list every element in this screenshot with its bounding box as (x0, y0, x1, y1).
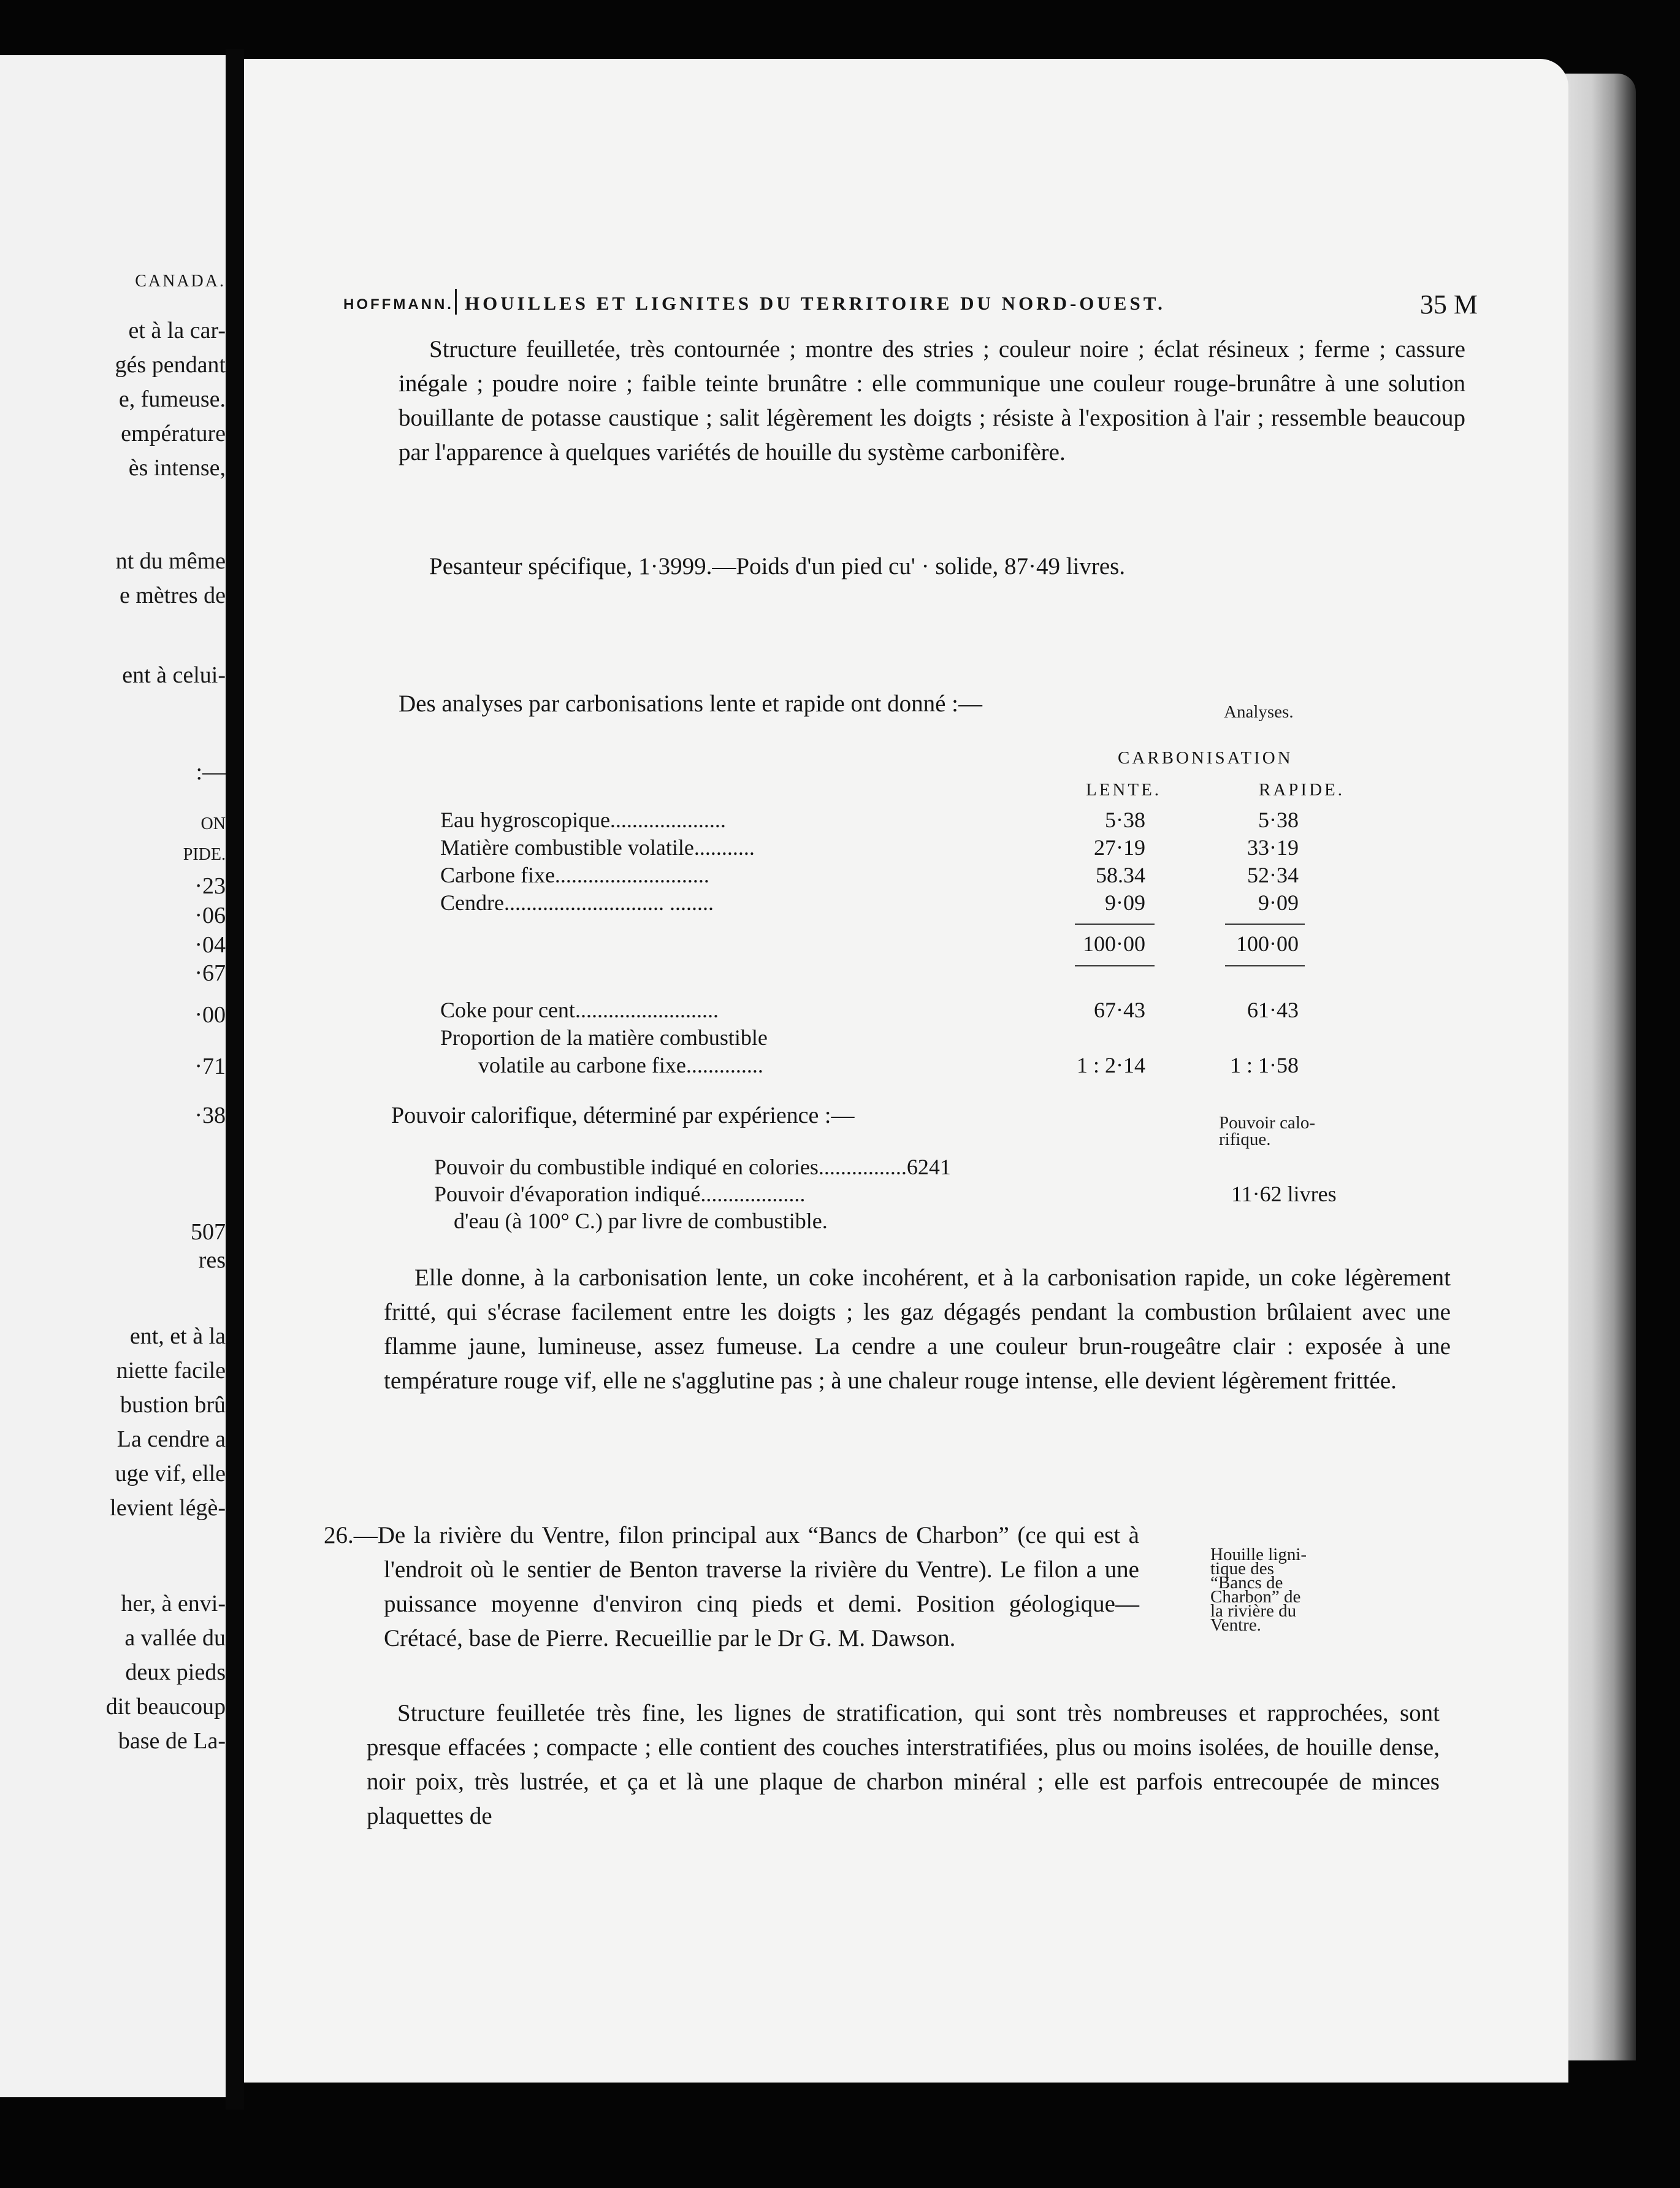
value-rapide: 33·19 (1247, 835, 1299, 860)
page-stack-edge (1562, 74, 1636, 2060)
value-rapide: 61·43 (1247, 998, 1299, 1022)
value-lente: 67·43 (1094, 998, 1145, 1022)
row-label: Matière combustible volatile........... (440, 835, 755, 860)
left-line: nt du même (115, 548, 226, 574)
row-label: Proportion de la matière combustible (440, 1025, 768, 1050)
sum-rule (1075, 965, 1155, 966)
row-label: Carbone fixe............................ (440, 863, 709, 887)
left-line: ·06 (194, 903, 226, 928)
left-page (0, 55, 226, 2097)
margin-note-line: Ventre. (1210, 1615, 1261, 1635)
left-line: ·38 (194, 1103, 226, 1128)
paragraph-coke-behaviour (384, 1261, 1451, 1398)
left-line: ·04 (194, 932, 226, 958)
left-line: ·71 (194, 1054, 226, 1079)
paragraph-text: —De la rivière du Ventre, filon principal aux “Bancs de Charbon” (ce qui est à l'endroit où le sentier de Benton traverse la rivière du Ventre). Le filon a une puissance moyenne d'environ cinq pieds et demi. Position géologique—Crétacé, base de Pierre. Recueillie par le Dr G. M. Dawson. (353, 1522, 1139, 1651)
row-label: volatile au carbone fixe.............. (478, 1053, 763, 1077)
left-line: ·67 (194, 960, 226, 986)
left-line: res (198, 1247, 226, 1273)
left-line: her, à envi- (121, 1591, 226, 1616)
paragraph-text: Des analyses par carbonisations lente et rapide ont donné :— (399, 690, 982, 717)
paragraph-density (399, 549, 1465, 584)
evaporation-value: 11·62 livres (1231, 1182, 1337, 1206)
left-line: et à la car- (128, 318, 226, 343)
right-page (244, 59, 1568, 2083)
paragraph-sample-26 (324, 1518, 1139, 1656)
left-line: gés pendant (115, 352, 226, 378)
row-label: Eau hygroscopique..................... (440, 808, 726, 832)
sum-rule (1225, 965, 1305, 966)
paragraph-text: Elle donne, à la carbonisation lente, un coke incohérent, et à la carbonisation rapide, un coke légèrement fritté, qui s'écrase facilement entre les doigts ; les gaz dégagés pendant la combustion brûlaient avec une flamme jaune, lumineuse, assez fumeuse. La cendre a une couleur brun-rougeâtre clair : exposée à une température rouge vif, elle ne s'agglutine pas ; à une chaleur rouge intense, elle devient légèrement frittée. (384, 1264, 1451, 1394)
column-header-lente: LENTE. (1086, 780, 1162, 800)
column-header-rapide: RAPIDE. (1259, 780, 1345, 800)
row-label: Cendre............................. ........ (440, 890, 714, 915)
left-line: e mètres de (119, 583, 226, 608)
margin-note-line: la rivière du (1210, 1601, 1297, 1621)
sum-rule (1225, 924, 1305, 925)
value-lente: 9·09 (1105, 890, 1145, 915)
calorific-line: Pouvoir du combustible indiqué en colories................6241 (434, 1155, 951, 1179)
left-line: :— (196, 759, 226, 785)
left-line: ·23 (194, 873, 226, 899)
margin-note-line: Charbon” de (1210, 1587, 1301, 1607)
value-rapide: 5·38 (1258, 808, 1299, 832)
header-divider (455, 289, 457, 315)
paragraph-structure-26 (367, 1696, 1440, 1834)
left-line: ent, et à la (129, 1323, 226, 1349)
calorific-values (434, 1150, 1415, 1242)
running-header (343, 289, 1478, 319)
left-line: uge vif, elle (115, 1461, 226, 1486)
value-lente: 5·38 (1105, 808, 1145, 832)
left-line: niette facile (116, 1358, 226, 1383)
margin-note-calorific (1219, 1115, 1315, 1148)
table-header: CARBONISATION (1118, 748, 1293, 768)
margin-note-line: tique des (1210, 1559, 1274, 1578)
paragraph-structure (399, 332, 1465, 470)
margin-note-line: Houille ligni- (1210, 1545, 1307, 1564)
book-gutter (226, 49, 244, 2110)
carbonisation-table (440, 746, 1421, 1089)
calorific-heading (391, 1098, 1311, 1133)
sample-number: 26. (324, 1522, 354, 1548)
left-line: La cendre a (116, 1426, 226, 1452)
left-line: bustion brû (120, 1392, 226, 1418)
left-line: CANADA. (135, 272, 226, 291)
margin-note-line: rifique. (1219, 1130, 1271, 1149)
value-lente: 27·19 (1094, 835, 1145, 860)
margin-note-line: Pouvoir calo- (1219, 1113, 1316, 1133)
value-lente: 58.34 (1096, 863, 1145, 887)
left-line: 507 (191, 1219, 226, 1245)
left-line: base de La- (118, 1728, 226, 1754)
value-rapide: 9·09 (1258, 890, 1299, 915)
calorific-line: d'eau (à 100° C.) par livre de combustible. (454, 1209, 828, 1233)
left-line: ·00 (194, 1002, 226, 1028)
page-number: 35 M (1419, 289, 1478, 319)
value-rapide: 1 : 1·58 (1230, 1053, 1299, 1077)
paragraph-text: Structure feuilletée très fine, les lignes de stratification, qui sont très nombreuses et rapprochées, sont presque effacées ; compacte ; elle contient des couches interstratifiées, plus ou moins isolées, de houille dense, noir poix, très lustrée, et ça et là une plaque de charbon minéral ; elle est parfois entrecoupée de minces plaquettes de (367, 1700, 1440, 1829)
value-rapide: 52·34 (1247, 863, 1299, 887)
left-line: deux pieds (125, 1659, 226, 1685)
left-line: PIDE. (183, 845, 226, 864)
margin-note-houille (1210, 1545, 1307, 1635)
value-lente: 1 : 2·14 (1077, 1053, 1145, 1077)
paragraph-analyses-intro (399, 687, 1367, 721)
left-line: ON (200, 814, 226, 833)
row-label: Coke pour cent.......................... (440, 998, 719, 1022)
left-line: e, fumeuse. (118, 386, 226, 412)
paragraph-text: Pesanteur spécifique, 1·3999.—Poids d'un pied cu' · solide, 87·49 livres. (429, 553, 1126, 580)
sum-rule (1075, 924, 1155, 925)
left-line: levient légè- (110, 1495, 226, 1521)
margin-note-line: “Bancs de (1210, 1573, 1283, 1593)
header-title: HOUILLES ET LIGNITES DU TERRITOIRE DU NORD-OUEST. (465, 293, 1166, 314)
margin-note-analyses: Analyses. (1224, 702, 1294, 722)
header-author: HOFFMANN. (343, 296, 454, 313)
row-label: Pouvoir d'évaporation indiqué................... (434, 1182, 806, 1206)
paragraph-text: Pouvoir calorifique, déterminé par expérience :— (391, 1103, 855, 1128)
total-rapide: 100·00 (1236, 931, 1299, 956)
left-line: dit beaucoup (105, 1694, 226, 1719)
total-lente: 100·00 (1083, 931, 1145, 956)
left-line: a vallée du (124, 1625, 226, 1651)
paragraph-text: Structure feuilletée, très contournée ; montre des stries ; couleur noire ; éclat résineux ; ferme ; cassure inégale ; poudre noire ; faible teinte brunâtre : elle communique une couleur rouge-brunâtre à une solution bouillante de potasse caustique ; salit légèrement les doigts ; résiste à l'exposition à l'air ; ressemble beaucoup par l'apparence à quelques variétés de houille du système carbonifère. (399, 336, 1465, 465)
left-line: ent à celui- (122, 662, 226, 688)
left-line: ès intense, (128, 455, 226, 481)
left-line: empérature (121, 421, 226, 446)
